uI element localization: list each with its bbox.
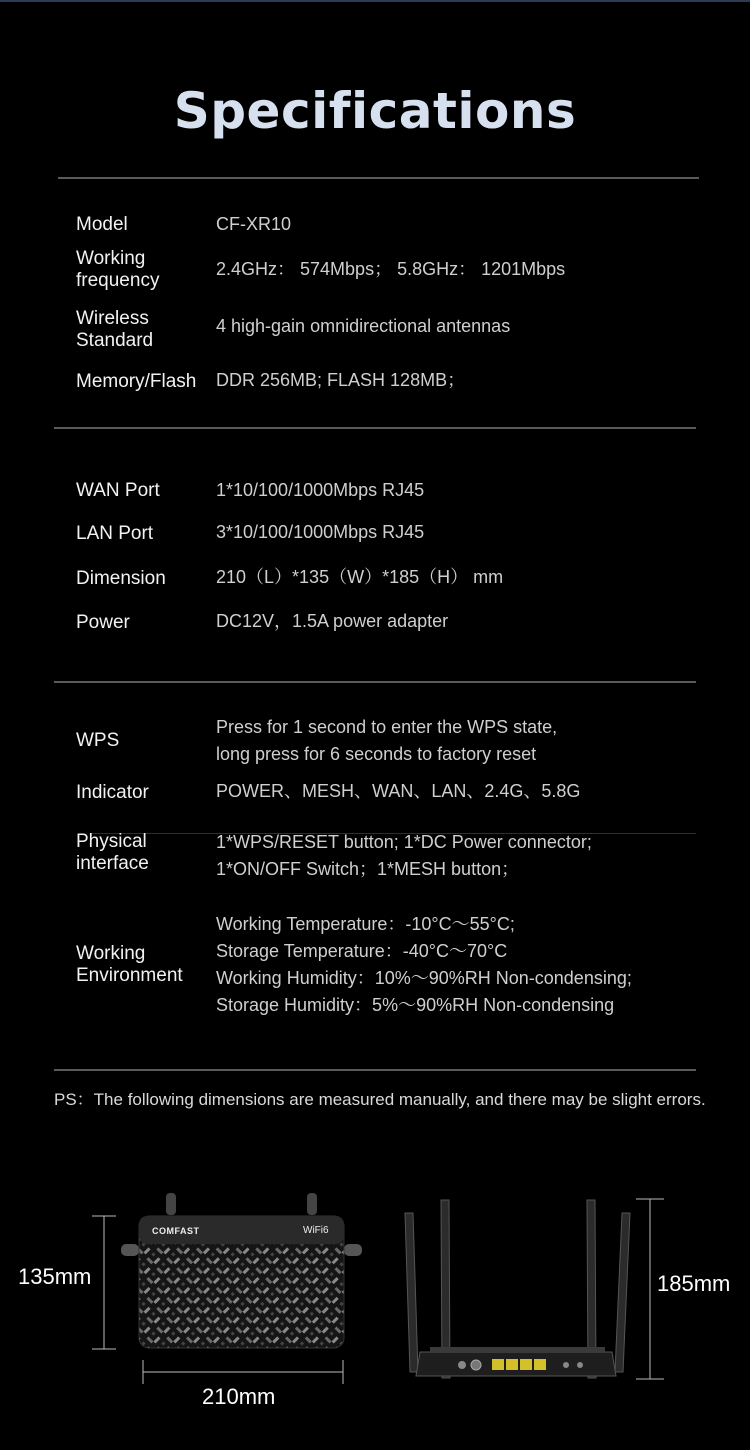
spec-label-indicator: Indicator <box>76 782 149 803</box>
page-title: Specifications <box>173 82 577 140</box>
spec-label-memory-flash: Memory/Flash <box>76 371 197 392</box>
spec-value-dimension: 210（L）*135（W）*185（H） mm <box>216 567 504 587</box>
spec-value-lan-port: 3*10/100/1000Mbps RJ45 <box>216 522 425 542</box>
spec-label-model: Model <box>76 214 128 235</box>
measurement-note: PS：The following dimensions are measured manually, and there may be slight errors. <box>54 1090 706 1109</box>
divider-group-3 <box>54 1069 696 1071</box>
spec-label-wps: WPS <box>76 730 120 751</box>
spec-label-dimension: Dimension <box>76 568 166 589</box>
spec-value-memory-flash: DDR 256MB; FLASH 128MB； <box>216 370 466 390</box>
divider-group-2 <box>54 681 696 683</box>
spec-label-power: Power <box>76 612 130 633</box>
divider-title <box>58 177 699 179</box>
spec-label-physical-interface: Physical interface <box>76 831 149 874</box>
spec-value-wan-port: 1*10/100/1000Mbps RJ45 <box>216 480 425 500</box>
spec-value-indicator: POWER、MESH、WAN、LAN、2.4G、5.8G <box>216 781 581 801</box>
spec-value-power: DC12V，1.5A power adapter <box>216 611 449 631</box>
spec-value-wps: Press for 1 second to enter the WPS state, long press for 6 seconds to factory reset <box>216 717 558 764</box>
spec-label-lan-port: LAN Port <box>76 523 154 544</box>
spec-label-wireless-standard: Wireless Standard <box>76 308 154 351</box>
spec-label-working-frequency: Working frequency <box>76 248 160 291</box>
height-dimension-label: 135mm <box>18 1264 92 1289</box>
brand-logo: COMFAST <box>152 1226 200 1236</box>
spec-value-wireless-standard: 4 high-gain omnidirectional antennas <box>216 316 511 336</box>
spec-label-wan-port: WAN Port <box>76 480 160 501</box>
router-rear-illustration <box>0 1150 750 1450</box>
spec-value-physical-interface: 1*WPS/RESET button; 1*DC Power connector; 1*ON/OFF Switch；1*MESH button； <box>216 832 592 879</box>
spec-value-working-environment: Working Temperature：-10°C～55°C; Storage Temperature：-40°C～70°C Working Humidity：10%～90%RH Non-condensing; Storage Humidity：5%～90%RH Non-condensing <box>216 914 632 1015</box>
divider-group-1 <box>54 427 696 429</box>
top-border <box>0 0 750 2</box>
spec-value-working-frequency: 2.4GHz： 574Mbps； 5.8GHz： 1201Mbps <box>216 259 566 279</box>
spec-value-model: CF-XR10 <box>216 214 292 234</box>
wifi6-badge: WiFi6 <box>303 1225 329 1236</box>
width-dimension-label: 210mm <box>202 1384 276 1409</box>
spec-label-working-environment: Working Environment <box>76 943 183 986</box>
rear-height-dimension-label: 185mm <box>657 1271 731 1296</box>
